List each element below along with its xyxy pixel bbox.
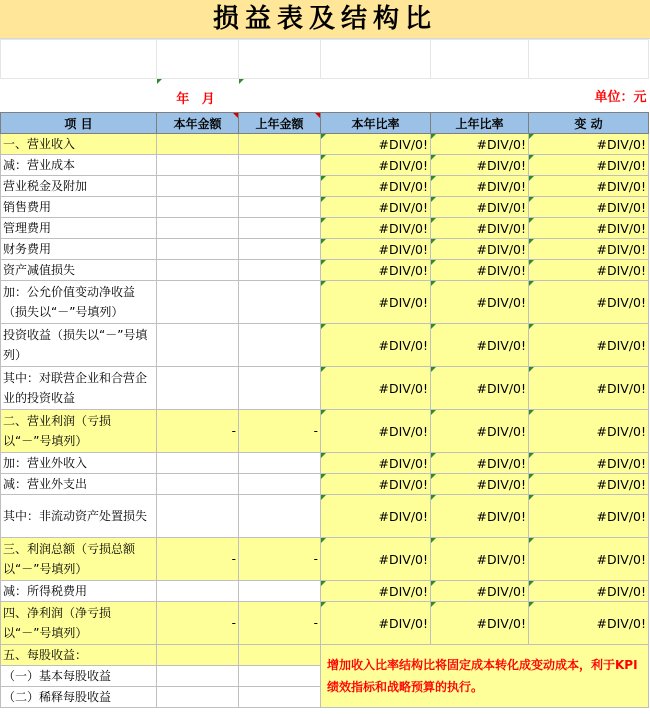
prior-amount-cell[interactable] — [239, 197, 321, 218]
change-cell[interactable]: #DIV/0! — [529, 176, 649, 197]
current-amount-cell[interactable] — [157, 197, 239, 218]
prior-amount-cell[interactable]: - — [239, 602, 321, 645]
row-label: 资产减值损失 — [1, 260, 157, 281]
change-cell[interactable]: #DIV/0! — [529, 495, 649, 538]
change-cell[interactable]: #DIV/0! — [529, 324, 649, 367]
current-amount-cell[interactable] — [157, 324, 239, 367]
current-ratio-cell[interactable]: #DIV/0! — [321, 410, 431, 453]
current-amount-cell[interactable]: - — [157, 602, 239, 645]
period-unit-row — [1, 79, 649, 113]
prior-amount-cell[interactable] — [239, 666, 321, 687]
current-ratio-cell[interactable]: #DIV/0! — [321, 495, 431, 538]
prior-amount-cell[interactable] — [239, 367, 321, 410]
current-amount-cell[interactable] — [157, 687, 239, 708]
header-item: 项 目 — [1, 113, 157, 134]
header-prior-amount: 上年金额 — [239, 113, 321, 134]
table-row — [1, 495, 649, 538]
header-row — [1, 113, 649, 134]
change-cell[interactable]: #DIV/0! — [529, 474, 649, 495]
header-current-ratio: 本年比率 — [321, 113, 431, 134]
row-label: 管理费用 — [1, 218, 157, 239]
table-row — [1, 474, 649, 495]
change-cell[interactable]: #DIV/0! — [529, 134, 649, 155]
row-label: 加：公允价值变动净收益（损失以“－”号填列） — [1, 281, 157, 324]
unit-label: 单位：元 — [594, 90, 647, 105]
current-amount-cell[interactable] — [157, 666, 239, 687]
prior-ratio-cell[interactable]: #DIV/0! — [431, 260, 529, 281]
prior-amount-cell[interactable] — [239, 176, 321, 197]
prior-ratio-cell[interactable]: #DIV/0! — [431, 410, 529, 453]
current-amount-cell[interactable] — [157, 453, 239, 474]
change-cell[interactable]: #DIV/0! — [529, 602, 649, 645]
prior-amount-cell[interactable] — [239, 218, 321, 239]
prior-ratio-cell[interactable]: #DIV/0! — [431, 367, 529, 410]
table-row — [1, 197, 649, 218]
prior-amount-cell[interactable] — [239, 239, 321, 260]
current-amount-cell[interactable] — [157, 260, 239, 281]
row-label: 减：营业成本 — [1, 155, 157, 176]
prior-amount-cell[interactable] — [239, 453, 321, 474]
prior-amount-cell[interactable] — [239, 134, 321, 155]
current-amount-cell[interactable] — [157, 239, 239, 260]
current-ratio-cell[interactable]: #DIV/0! — [321, 176, 431, 197]
prior-ratio-cell[interactable]: #DIV/0! — [431, 602, 529, 645]
row-label: 财务费用 — [1, 239, 157, 260]
row-label: 加：营业外收入 — [1, 453, 157, 474]
prior-ratio-cell[interactable]: #DIV/0! — [431, 239, 529, 260]
prior-ratio-cell[interactable]: #DIV/0! — [431, 495, 529, 538]
row-label: 二、营业利润（亏损以“－”号填列） — [1, 410, 157, 453]
period-label[interactable]: 年 月 — [157, 79, 239, 113]
row-label: 减：所得税费用 — [1, 581, 157, 602]
current-amount-cell[interactable] — [157, 495, 239, 538]
table-row — [1, 645, 649, 666]
table-row — [1, 581, 649, 602]
header-change: 变 动 — [529, 113, 649, 134]
change-cell[interactable]: #DIV/0! — [529, 155, 649, 176]
current-ratio-cell[interactable]: #DIV/0! — [321, 538, 431, 581]
current-amount-cell[interactable] — [157, 367, 239, 410]
prior-ratio-cell[interactable]: #DIV/0! — [431, 197, 529, 218]
sheet-title: 损益表及结构比 — [0, 0, 650, 39]
prior-amount-cell[interactable] — [239, 474, 321, 495]
prior-amount-cell[interactable] — [239, 324, 321, 367]
row-label: 其中：对联营企业和合营企业的投资收益 — [1, 367, 157, 410]
header-prior-ratio: 上年比率 — [431, 113, 529, 134]
table-row — [1, 134, 649, 155]
row-label: 一、营业收入 — [1, 134, 157, 155]
prior-ratio-cell[interactable]: #DIV/0! — [431, 538, 529, 581]
eps-row-label: 五、每股收益： — [1, 645, 157, 666]
current-ratio-cell[interactable]: #DIV/0! — [321, 134, 431, 155]
row-label: 四、净利润（净亏损以“－”号填列） — [1, 602, 157, 645]
table-row — [1, 453, 649, 474]
current-amount-cell[interactable] — [157, 134, 239, 155]
header-current-amount: 本年金额 — [157, 113, 239, 134]
prior-amount-cell[interactable] — [239, 581, 321, 602]
change-cell[interactable]: #DIV/0! — [529, 538, 649, 581]
current-amount-cell[interactable] — [157, 218, 239, 239]
prior-ratio-cell[interactable]: #DIV/0! — [431, 155, 529, 176]
note-text: 增加收入比率结构比将固定成本转化成变动成本，利于KPI绩效指标和战略预算的执行。 — [321, 645, 649, 708]
current-ratio-cell[interactable]: #DIV/0! — [321, 474, 431, 495]
change-cell[interactable]: #DIV/0! — [529, 260, 649, 281]
change-cell[interactable]: #DIV/0! — [529, 581, 649, 602]
current-amount-cell[interactable] — [157, 474, 239, 495]
current-amount-cell[interactable] — [157, 581, 239, 602]
prior-ratio-cell[interactable]: #DIV/0! — [431, 453, 529, 474]
prior-ratio-cell[interactable]: #DIV/0! — [431, 474, 529, 495]
prior-ratio-cell[interactable]: #DIV/0! — [431, 218, 529, 239]
eps-row-label: （一）基本每股收益 — [1, 666, 157, 687]
prior-amount-cell[interactable] — [239, 645, 321, 666]
current-ratio-cell[interactable]: #DIV/0! — [321, 218, 431, 239]
change-cell[interactable]: #DIV/0! — [529, 410, 649, 453]
table-row — [1, 155, 649, 176]
row-label: 投资收益（损失以“－”号填列） — [1, 324, 157, 367]
current-ratio-cell[interactable]: #DIV/0! — [321, 281, 431, 324]
row-label: 其中：非流动资产处置损失 — [1, 495, 157, 538]
current-amount-cell[interactable]: - — [157, 410, 239, 453]
change-cell[interactable]: #DIV/0! — [529, 239, 649, 260]
current-ratio-cell[interactable]: #DIV/0! — [321, 367, 431, 410]
current-ratio-cell[interactable]: #DIV/0! — [321, 197, 431, 218]
row-label: 销售费用 — [1, 197, 157, 218]
current-ratio-cell[interactable]: #DIV/0! — [321, 155, 431, 176]
current-amount-cell[interactable] — [157, 155, 239, 176]
current-ratio-cell[interactable]: #DIV/0! — [321, 602, 431, 645]
current-ratio-cell[interactable]: #DIV/0! — [321, 239, 431, 260]
current-ratio-cell[interactable]: #DIV/0! — [321, 260, 431, 281]
change-cell[interactable]: #DIV/0! — [529, 197, 649, 218]
row-label: 营业税金及附加 — [1, 176, 157, 197]
prior-amount-cell[interactable]: - — [239, 538, 321, 581]
prior-ratio-cell[interactable]: #DIV/0! — [431, 281, 529, 324]
table-row — [1, 538, 649, 581]
change-cell[interactable]: #DIV/0! — [529, 218, 649, 239]
prior-amount-cell[interactable] — [239, 281, 321, 324]
current-amount-cell[interactable] — [157, 281, 239, 324]
prior-amount-cell[interactable] — [239, 687, 321, 708]
table-row — [1, 176, 649, 197]
current-ratio-cell[interactable]: #DIV/0! — [321, 581, 431, 602]
blank-row — [1, 40, 649, 79]
change-cell[interactable]: #DIV/0! — [529, 367, 649, 410]
prior-ratio-cell[interactable]: #DIV/0! — [431, 324, 529, 367]
prior-ratio-cell[interactable]: #DIV/0! — [431, 134, 529, 155]
table-row — [1, 218, 649, 239]
prior-amount-cell[interactable] — [239, 155, 321, 176]
current-ratio-cell[interactable]: #DIV/0! — [321, 324, 431, 367]
change-cell[interactable]: #DIV/0! — [529, 281, 649, 324]
row-label: 三、利润总额（亏损总额以“－”号填列） — [1, 538, 157, 581]
prior-ratio-cell[interactable]: #DIV/0! — [431, 176, 529, 197]
table-row — [1, 367, 649, 410]
current-amount-cell[interactable]: - — [157, 538, 239, 581]
change-cell[interactable]: #DIV/0! — [529, 453, 649, 474]
table-row — [1, 410, 649, 453]
table-row — [1, 281, 649, 324]
table-row — [1, 260, 649, 281]
eps-row-label: （二）稀释每股收益 — [1, 687, 157, 708]
table-row — [1, 239, 649, 260]
table-row — [1, 602, 649, 645]
current-amount-cell[interactable] — [157, 176, 239, 197]
row-label: 减：营业外支出 — [1, 474, 157, 495]
table-row — [1, 324, 649, 367]
prior-amount-cell[interactable] — [239, 495, 321, 538]
prior-amount-cell[interactable] — [239, 260, 321, 281]
prior-amount-cell[interactable]: - — [239, 410, 321, 453]
prior-ratio-cell[interactable]: #DIV/0! — [431, 581, 529, 602]
current-amount-cell[interactable] — [157, 645, 239, 666]
current-ratio-cell[interactable]: #DIV/0! — [321, 453, 431, 474]
income-statement-table — [0, 39, 649, 708]
